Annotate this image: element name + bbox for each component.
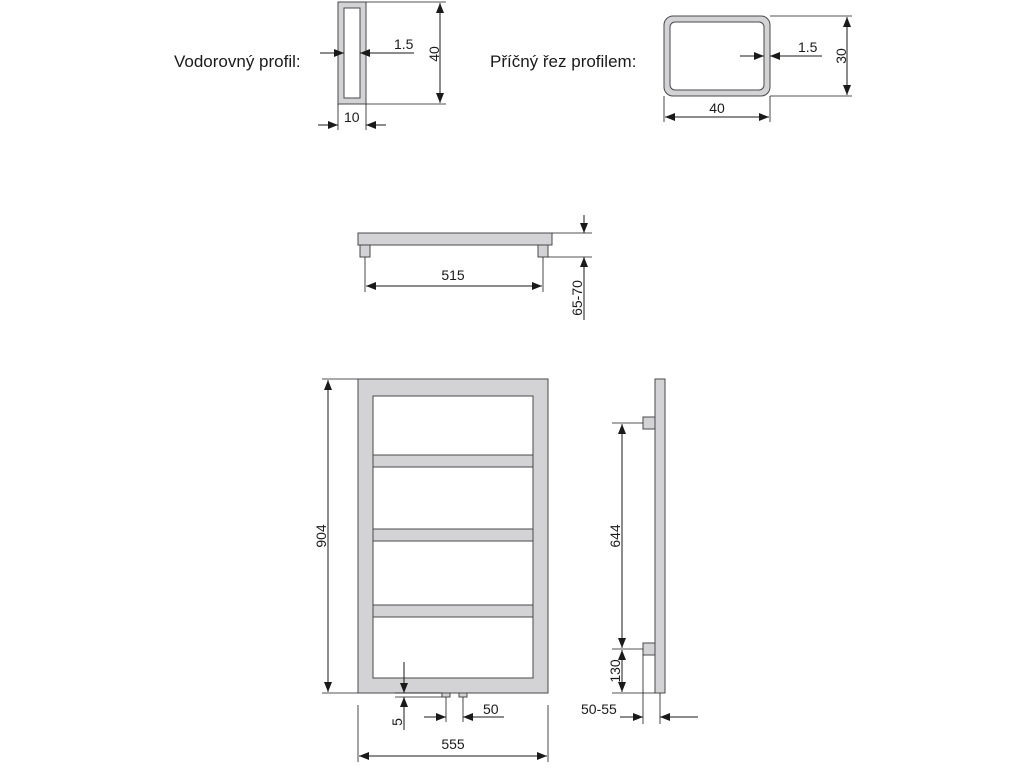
horizontal-profile-height: 40 [426,46,442,62]
horizontal-profile-inner [344,8,360,98]
side-view-bottom-bracket: 130 [607,659,623,683]
cross-profile-height: 30 [833,48,849,64]
front-view-pipe-spacing: 50 [483,701,499,717]
side-view-radiator [655,379,665,693]
side-view-bracket-top [643,417,655,429]
top-view-pipe-left [360,245,370,257]
front-view-width: 555 [441,736,465,752]
front-view-rung-1 [373,455,533,467]
top-view-bar [358,233,552,245]
front-view-rung-2 [373,529,533,541]
side-view-bracket-spacing: 644 [607,524,623,548]
top-view-depth: 65-70 [569,280,585,316]
top-view-pipe-right [538,245,548,257]
front-view-rung-3 [373,605,533,617]
side-view [581,379,698,724]
cross-profile-wall: 1.5 [798,39,818,55]
front-view-valve-left [442,693,450,697]
front-view-height: 904 [313,524,329,548]
horizontal-profile-width: 10 [344,109,360,125]
cross-profile-label: Příčný řez profilem: [490,52,637,71]
side-view-bracket-bottom [643,643,655,655]
top-view-length: 515 [441,267,465,283]
front-view [313,379,548,762]
horizontal-profile-wall: 1.5 [394,36,414,52]
horizontal-profile-section [174,2,446,130]
front-view-bottom-offset: 5 [389,718,405,726]
top-view [358,215,592,320]
cross-profile-width: 40 [709,100,725,116]
cross-profile-section [490,16,852,122]
horizontal-profile-label: Vodorovný profil: [174,52,301,71]
side-view-wall-distance: 50-55 [581,701,617,717]
front-view-valve-right [459,693,467,697]
